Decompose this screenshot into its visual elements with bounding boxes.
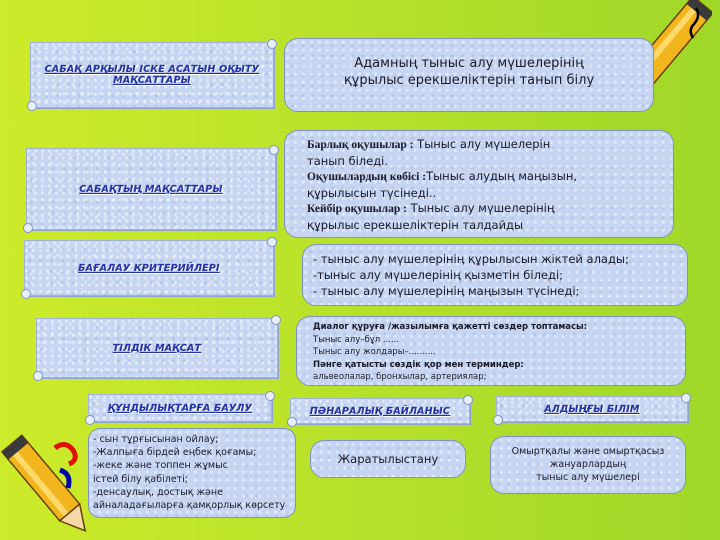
prior-knowledge-title: АЛДЫҢҒЫ БІЛІМ	[544, 403, 640, 415]
language-line-2: Тыныс алу–бұл ......	[313, 334, 400, 345]
objective-some-students: Кейбір оқушылар : Тыныс алу мүшелерінің	[307, 201, 555, 215]
values-item-6: айналадағыларға қамқорлық көрсету	[93, 500, 286, 512]
prior-item-1: Омыртқалы және омыртқасыз	[511, 446, 665, 457]
cross-curricular-text: Жаратылыстану	[337, 452, 439, 466]
values-item-3: -жеке және топпен жұмыс	[93, 460, 228, 472]
assessment-criteria-title: БАҒАЛАУ КРИТЕРИЙЛЕРІ	[78, 262, 220, 274]
lesson-goals-line1: Адамның тыныс алу мүшелерінің	[354, 56, 584, 71]
lesson-goals-label	[30, 42, 274, 108]
values-item-4: істей білу қабілеті;	[93, 473, 188, 485]
lesson-goals-box	[284, 38, 654, 112]
assessment-criteria-box	[302, 244, 688, 306]
cross-curricular-label	[290, 398, 470, 424]
lesson-objectives-label	[26, 148, 276, 230]
language-goal-label	[36, 318, 278, 378]
values-item-5: -денсаулық, достық және	[93, 486, 223, 498]
lesson-goals-label-line2: МАҚСАТТАРЫ	[113, 75, 191, 86]
language-goal-title: ТІЛДІК МАҚСАТ	[112, 342, 202, 354]
pencil-icon	[0, 430, 95, 540]
prior-item-2: жануарлардың	[549, 459, 627, 470]
objective-all-students-cont: танып біледі.	[307, 153, 389, 168]
values-title: ҚҰНДЫЛЫҚТАРҒА БАУЛУ	[107, 402, 253, 414]
prior-item-3: тыныс алу мүшелері	[536, 472, 640, 483]
values-item-1: - сын тұрғысынан ойлау;	[93, 434, 219, 445]
values-item-2: -Жалпыға бірдей еңбек қоғамы;	[93, 447, 257, 459]
language-line-3: Тыныс алу жолдары–..........	[313, 347, 436, 357]
language-line-1: Диалог құруға /жазылымға қажетті сөздер топтамасы:	[313, 322, 588, 332]
assessment-criteria-label	[24, 240, 274, 296]
prior-knowledge-label	[496, 396, 688, 422]
objective-some-students-cont: құрылыс ерекшеліктерін талдайды	[307, 217, 524, 232]
objective-most-students-cont: құрылысын түсінеді..	[307, 185, 437, 200]
criterion-2: -тыныс алу мүшелерінің қызметін біледі;	[313, 268, 564, 282]
cross-curricular-box	[310, 440, 466, 478]
lesson-goals-line2: құрылыс ерекшеліктерін танып білу	[343, 73, 595, 88]
lesson-objectives-title: САБАҚТЫҢ МАҚСАТТАРЫ	[79, 183, 223, 195]
prior-knowledge-box	[490, 436, 686, 494]
objective-all-students: Барлық оқушылар : Тыныс алу мүшелерін	[307, 137, 551, 151]
lesson-goals-label-line1: САБАҚ АРҚЫЛЫ ІСКЕ АСАТЫН ОҚЫТУ	[44, 64, 260, 75]
lesson-objectives-box	[284, 130, 674, 238]
values-box	[88, 428, 296, 518]
values-label	[88, 394, 272, 422]
language-line-4: Пәнге қатысты сөздік қор мен терминдер:	[313, 359, 524, 370]
criterion-3: - тыныс алу мүшелерінің маңызын түсінеді;	[313, 284, 580, 298]
language-goal-box	[296, 316, 686, 386]
language-line-5: альвеолалар, бронхылар, артериялар;	[313, 372, 487, 382]
objective-most-students: Оқушылардың көбісі :Тыныс алудың маңызын,	[307, 169, 578, 183]
criterion-1: - тыныс алу мүшелерінің құрылысын жіктей алады;	[313, 252, 629, 266]
cross-curricular-title: ПӘНАРАЛЫҚ БАЙЛАНЫС	[309, 405, 451, 417]
